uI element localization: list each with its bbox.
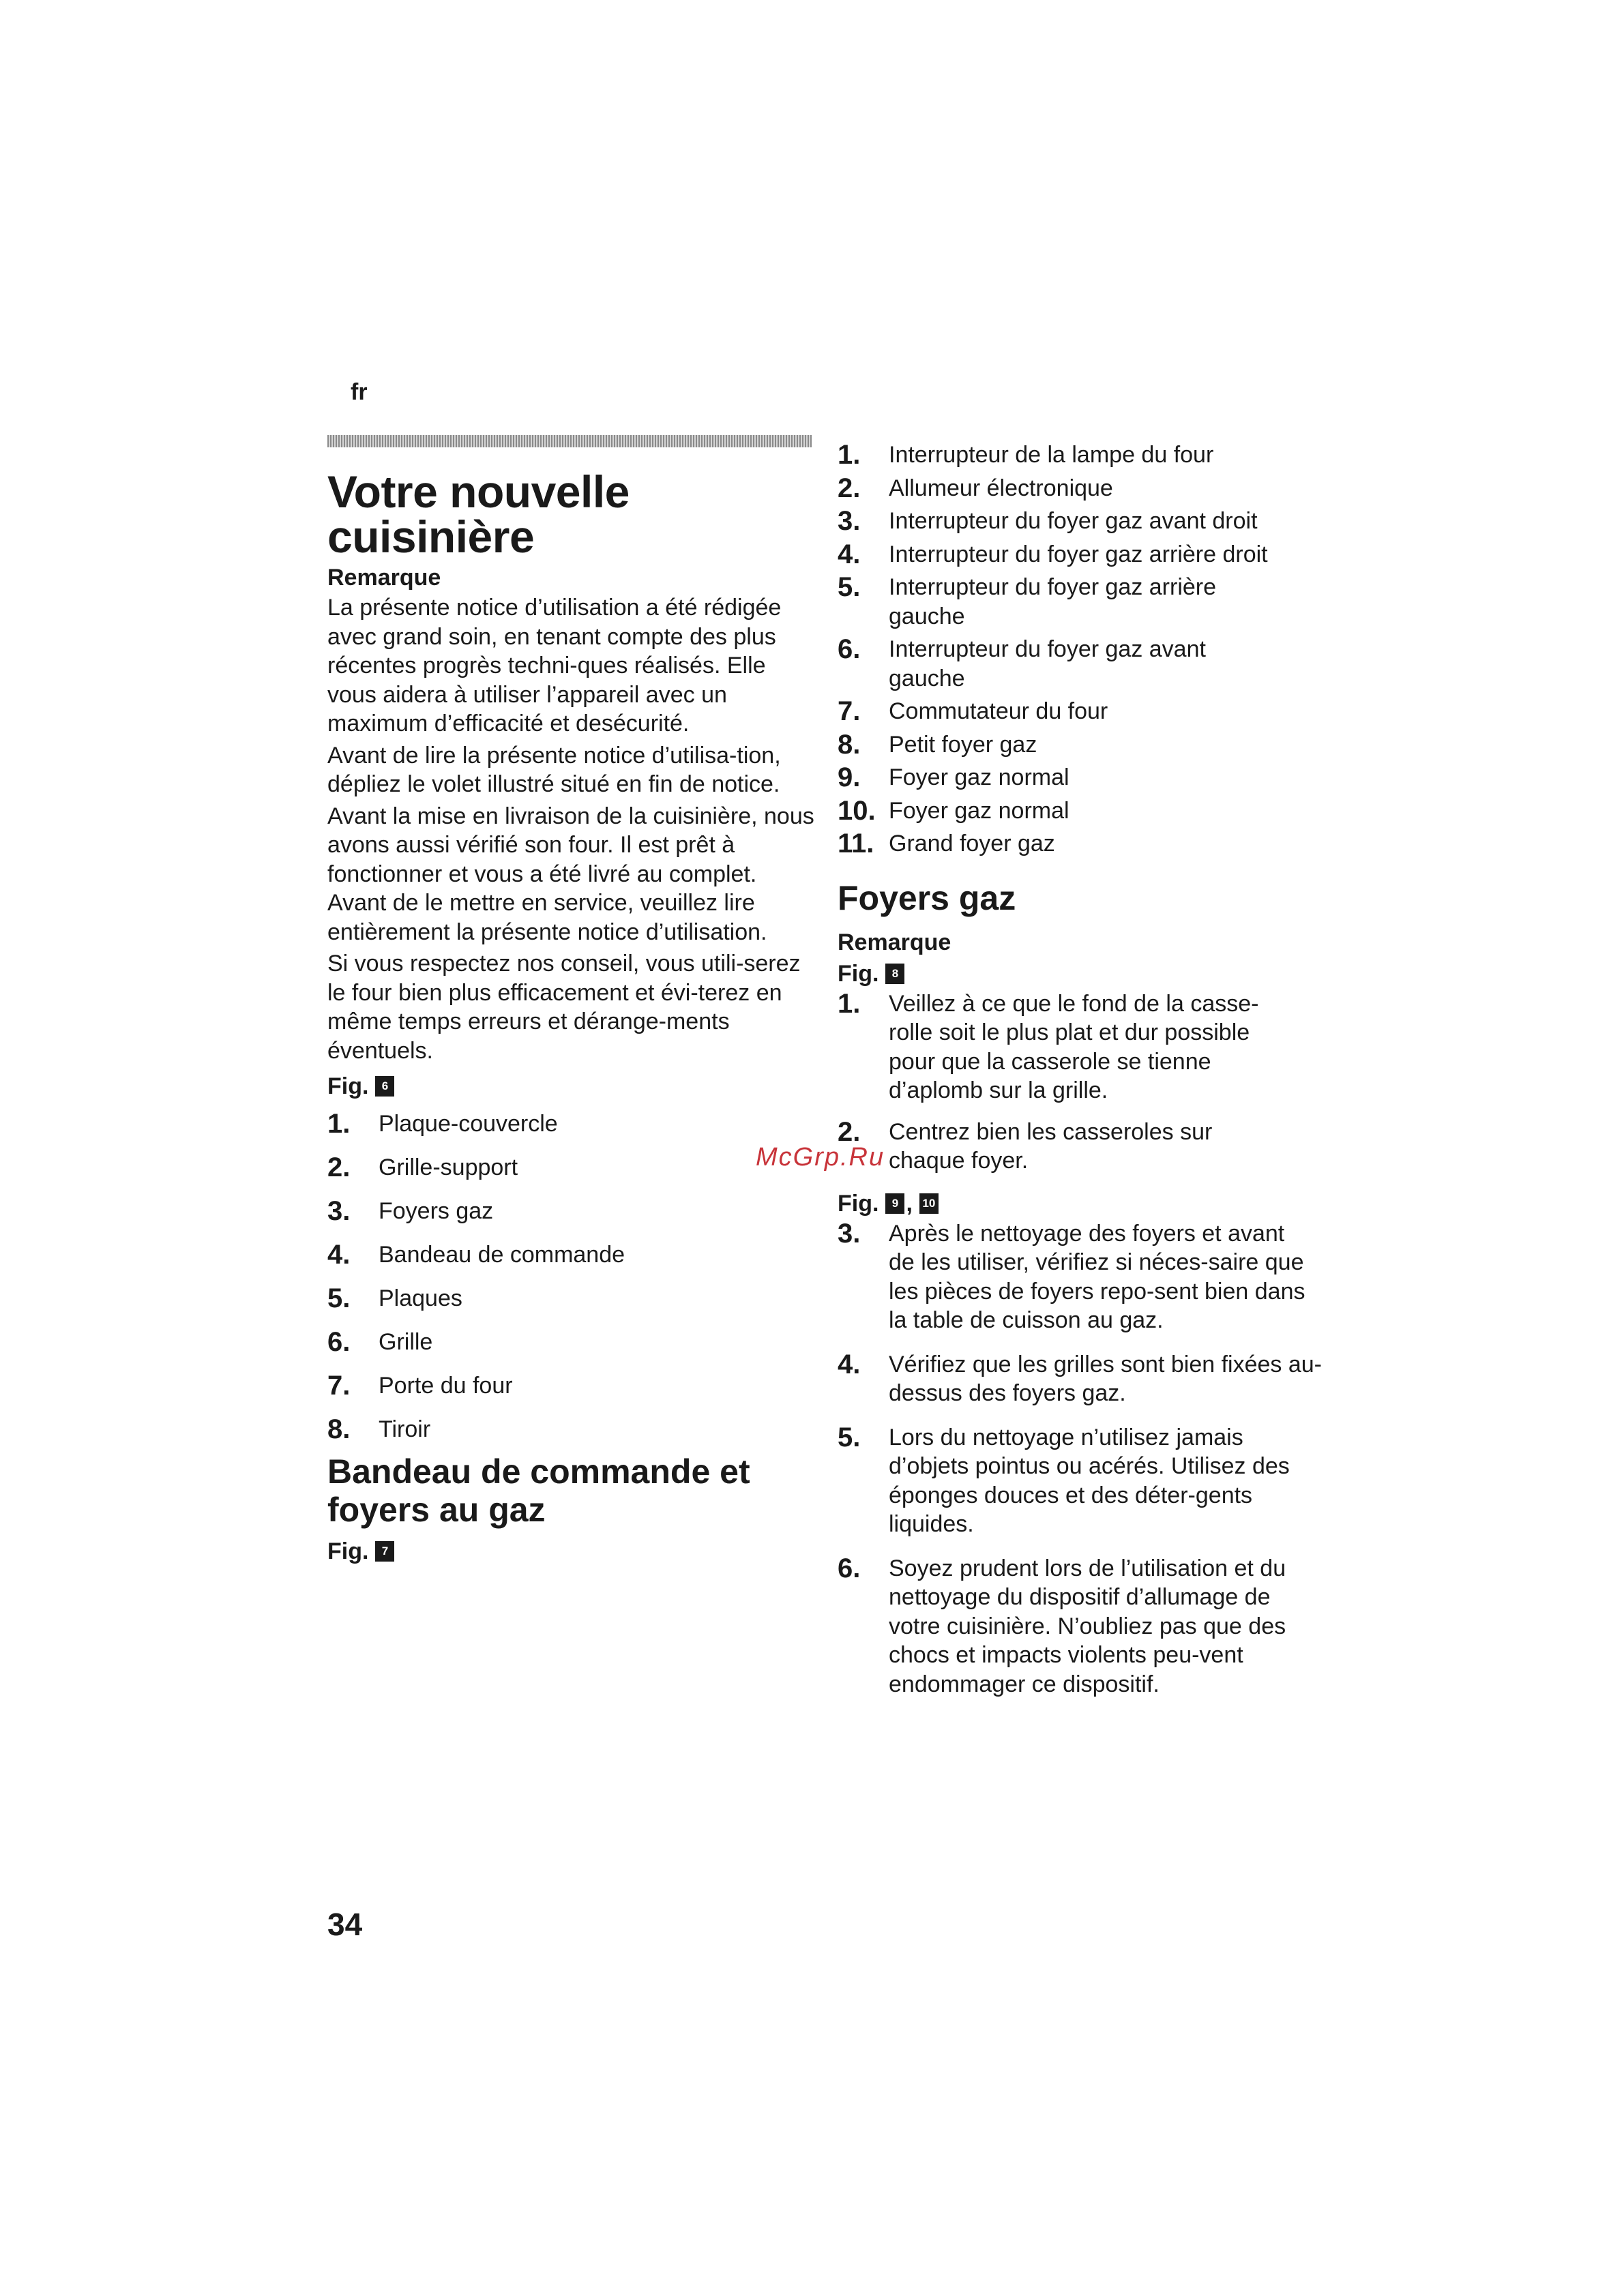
list-item	[838, 474, 1335, 503]
list-number: 2.	[327, 1152, 351, 1182]
list-item	[838, 1554, 1335, 1699]
list-item	[327, 1277, 818, 1320]
list-text: Interrupteur du foyer gaz avant droit	[889, 508, 1258, 534]
figure-ref	[838, 1188, 1335, 1219]
list-text: Allumeur électronique	[889, 475, 1113, 501]
list-number: 6.	[838, 1553, 861, 1583]
figure-ref	[327, 1071, 818, 1102]
list-text: Vérifiez que les grilles sont bien fixées au-dessus des foyers gaz.	[889, 1351, 1322, 1406]
list-number: 7.	[327, 1371, 351, 1401]
list-text: Porte du four	[379, 1373, 513, 1399]
language-tag: fr	[351, 379, 368, 405]
list-item	[838, 796, 1335, 826]
list-number: 5.	[838, 1422, 861, 1452]
list-item	[838, 1350, 1335, 1408]
list-item	[838, 1219, 1335, 1335]
list-text: Grand foyer gaz	[889, 831, 1055, 856]
list-item	[838, 1118, 1335, 1176]
list-text: Foyer gaz normal	[889, 764, 1069, 790]
list-item	[838, 441, 1335, 470]
list-number: 6.	[327, 1327, 351, 1357]
intro-paragraph: Avant de lire la présente notice d’utilisa-tion, dépliez le volet illustré situé en fin de notice.	[327, 742, 781, 797]
list-item	[838, 1423, 1335, 1539]
list-number: 5.	[838, 572, 861, 602]
list-number: 3.	[838, 1218, 861, 1249]
section-heading: Bandeau de commande et foyers au gaz	[327, 1452, 750, 1529]
list-item	[327, 1364, 818, 1407]
list-text: Après le nettoyage des foyers et avant de les utiliser, vérifiez si néces-saire que les pièces de foyers repo-sent bien dans la table de cuisson au gaz.	[889, 1220, 1305, 1333]
list-number: 8.	[838, 729, 861, 760]
list-text: Commutateur du four	[889, 698, 1108, 724]
list-text: Grille	[379, 1329, 433, 1355]
figure-badge: 10	[919, 1193, 939, 1214]
list-item	[327, 1233, 818, 1277]
list-item	[327, 1320, 818, 1364]
list-item	[838, 730, 1335, 760]
section-heading: Foyers gaz	[838, 878, 1016, 917]
list-item	[327, 1189, 818, 1233]
controls-list	[838, 441, 1335, 859]
right-column	[838, 441, 1335, 1699]
list-item	[838, 763, 1335, 792]
section-rule	[327, 435, 812, 447]
list-item	[838, 507, 1335, 536]
list-text: Soyez prudent lors de l’utilisation et du nettoyage du dispositif d’allumage de votre cuisinière. N’oubliez pas que des chocs et impacts violents peu-vent endommager ce dispositif.	[889, 1555, 1286, 1697]
figure-label: Fig.	[327, 1538, 369, 1564]
steps-list	[838, 989, 1335, 1176]
list-item	[838, 573, 1335, 631]
list-number: 3.	[327, 1196, 351, 1226]
figure-label: Fig.	[327, 1073, 369, 1099]
list-text: Foyers gaz	[379, 1198, 494, 1224]
list-item	[838, 540, 1335, 569]
list-number: 2.	[838, 1116, 861, 1147]
intro-paragraph: Si vous respectez nos conseil, vous utili-serez le four bien plus efficacement et évi-terez en même temps erreurs et dérange-ments éventuels.	[327, 951, 801, 1064]
list-number: 1.	[327, 1109, 351, 1139]
list-number: 4.	[838, 1349, 861, 1380]
list-item	[838, 697, 1335, 726]
watermark: McGrp.Ru	[756, 1143, 885, 1172]
left-column	[327, 466, 818, 1567]
parts-list	[327, 1102, 818, 1451]
list-item	[327, 1407, 818, 1451]
list-number: 11.	[838, 829, 874, 859]
list-item	[838, 829, 1335, 859]
list-number: 3.	[838, 506, 861, 536]
list-number: 5.	[327, 1283, 351, 1313]
list-item	[327, 1146, 818, 1189]
intro-paragraph: La présente notice d’utilisation a été rédigée avec grand soin, en tenant compte des plus récentes progrès techni-ques réalisés. Elle vous aidera à utiliser l’appareil avec un maximum d’efficacité et desécurité.	[327, 595, 782, 736]
figure-ref	[838, 958, 1335, 989]
list-text: Foyer gaz normal	[889, 797, 1069, 824]
list-text: Plaque-couvercle	[379, 1111, 558, 1137]
list-text: Interrupteur de la lampe du four	[889, 442, 1214, 468]
remarque-heading: Remarque	[327, 565, 441, 591]
list-text: Petit foyer gaz	[889, 731, 1037, 758]
list-number: 4.	[838, 539, 861, 569]
list-text: Veillez à ce que le fond de la casse-rolle soit le plus plat et dur possible pour que la casserole se tienne d’aplomb sur la grille.	[889, 990, 1259, 1103]
list-number: 10.	[838, 795, 876, 826]
list-item	[838, 989, 1335, 1105]
list-number: 9.	[838, 762, 861, 792]
list-number: 4.	[327, 1240, 351, 1270]
intro-paragraph: Avant la mise en livraison de la cuisinière, nous avons aussi vérifié son four. Il est prêt à fonctionner et vous a été livré au complet. Avant de le mettre en service, veuillez lire entièrement la présente notice d’utilisation.	[327, 803, 814, 945]
page-number: 34	[327, 1907, 363, 1942]
list-number: 1.	[838, 440, 861, 470]
figure-separator: ,	[906, 1190, 913, 1217]
list-number: 8.	[327, 1414, 351, 1444]
figure-badge: 6	[375, 1076, 394, 1097]
list-item	[838, 635, 1335, 693]
list-number: 1.	[838, 988, 861, 1019]
list-text: Interrupteur du foyer gaz avant gauche	[889, 636, 1206, 691]
steps-list	[838, 1219, 1335, 1699]
list-text: Lors du nettoyage n’utilisez jamais d’objets pointus ou acérés. Utilisez des éponges douces et des déter-gents liquides.	[889, 1424, 1290, 1537]
list-item	[327, 1102, 818, 1146]
list-text: Centrez bien les casseroles sur chaque foyer.	[889, 1118, 1213, 1174]
list-number: 7.	[838, 696, 861, 726]
list-text: Grille-support	[379, 1154, 518, 1180]
figure-badge: 9	[885, 1193, 904, 1214]
page-title: Votre nouvelle cuisinière	[327, 466, 630, 562]
list-number: 2.	[838, 473, 861, 503]
list-text: Bandeau de commande	[379, 1242, 625, 1268]
remarque-heading: Remarque	[838, 929, 951, 955]
figure-ref	[327, 1536, 818, 1567]
list-number: 6.	[838, 634, 861, 664]
list-text: Plaques	[379, 1285, 462, 1311]
list-text: Tiroir	[379, 1416, 431, 1442]
list-text: Interrupteur du foyer gaz arrière gauche	[889, 574, 1217, 629]
figure-label: Fig.	[838, 1190, 879, 1217]
figure-label: Fig.	[838, 960, 879, 987]
figure-badge: 7	[375, 1541, 394, 1562]
figure-badge: 8	[885, 964, 904, 984]
list-text: Interrupteur du foyer gaz arrière droit	[889, 541, 1268, 567]
